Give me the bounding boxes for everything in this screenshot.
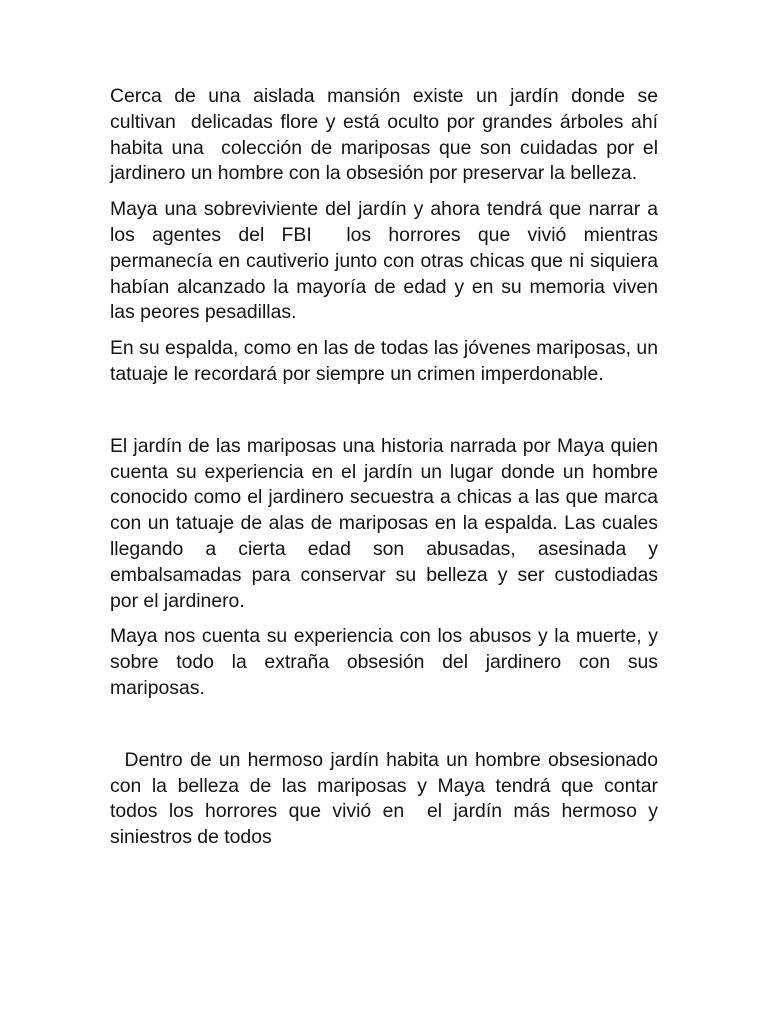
paragraph-story-summary: El jardín de las mariposas una historia narrada por Maya quien cuenta su experiencia en el jardín un lugar donde un hombre conocido como el jardinero secuestra a chicas a las que marca con un tatuaje de alas de mariposas en la espalda. Las cuales llegando a cierta edad son abusadas, asesinada y embalsamadas para conservar su belleza y ser custodiadas por el jardinero. (110, 434, 664, 612)
paragraph-maya-survivor: Maya una sobreviviente del jardín y ahora tendrá que narrar a los agentes del FBI los horrores que vivió mientras permanecía en cautiverio junto con otras chicas que ni siquiera habían alcanzado la mayoría de edad y en su memoria viven las peores pesadillas. (110, 198, 664, 324)
paragraph-tattoo: En su espalda, como en las de todas las jóvenes mariposas, un tatuaje le recordará por siempre un crimen imperdonable. (110, 337, 664, 385)
paragraph-closing: Dentro de un hermoso jardín habita un hombre obsesionado con la belleza de las mariposas y Maya tendrá que contar todos los horrores que vivió en el jardín más hermoso y siniestros de todos (110, 748, 664, 849)
document-body (110, 84, 664, 861)
paragraph-intro: Cerca de una aislada mansión existe un jardín donde se cultivan delicadas flore y está oculto por grandes árboles ahí habita una colección de mariposas que son cuidadas por el jardinero un hombre con la obsesión por preservar la belleza. (110, 85, 664, 185)
paragraph-maya-experience: Maya nos cuenta su experiencia con los abusos y la muerte, y sobre todo la extraña obsesión del jardinero con sus mariposas. (110, 625, 664, 699)
